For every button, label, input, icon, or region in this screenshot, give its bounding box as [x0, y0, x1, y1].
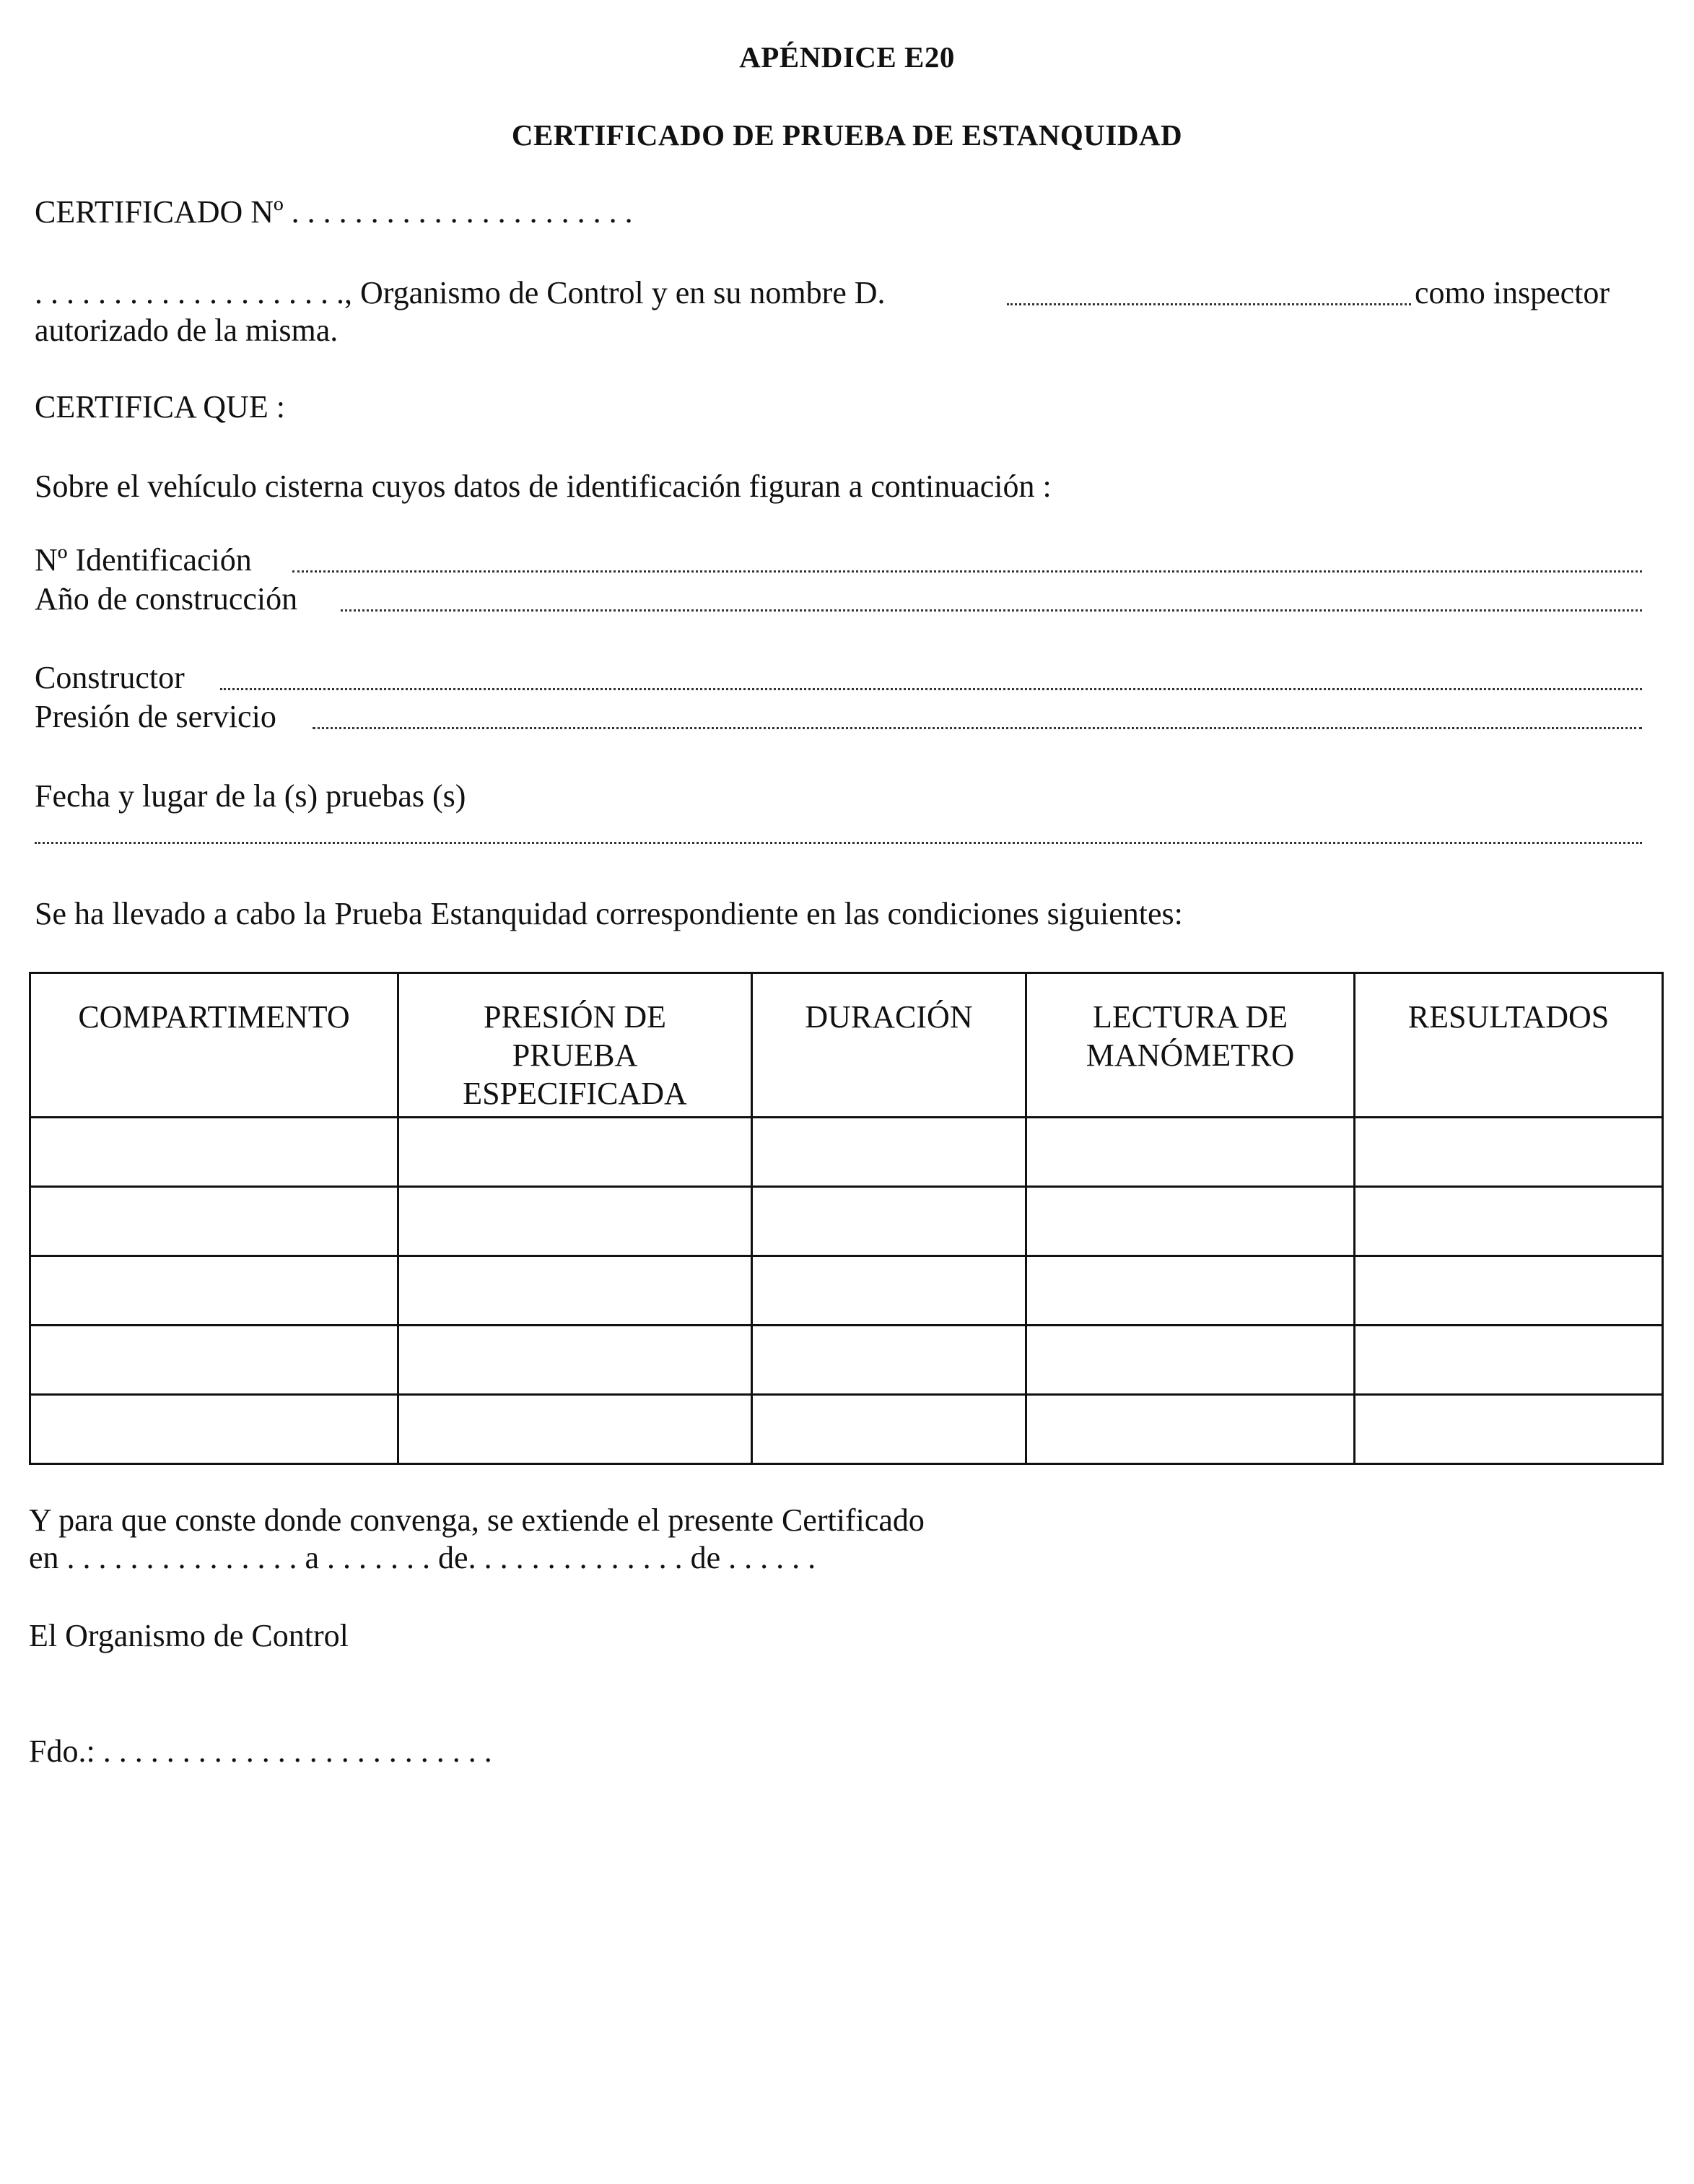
identification-label: Nº Identificación: [35, 542, 252, 578]
table-cell[interactable]: [398, 1395, 752, 1464]
test-date-place-label: Fecha y lugar de la (s) pruebas (s): [35, 778, 466, 814]
table-cell[interactable]: [30, 1256, 398, 1326]
table-cell[interactable]: [1355, 1256, 1663, 1326]
issue-place-date-field[interactable]: en . . . . . . . . . . . . . . . a . . . . . . . de. . . . . . . . . . . . . . de . . . . . .: [29, 1540, 816, 1575]
table-cell[interactable]: [1026, 1187, 1355, 1256]
organism-intro-line2: autorizado de la misma.: [35, 313, 339, 348]
table-cell[interactable]: [1026, 1395, 1355, 1464]
builder-label: Constructor: [35, 660, 185, 695]
table-cell[interactable]: [1026, 1326, 1355, 1395]
table-cell[interactable]: [752, 1326, 1026, 1395]
header-compartment: COMPARTIMENTO: [30, 973, 398, 1118]
table-cell[interactable]: [1026, 1118, 1355, 1187]
year-field[interactable]: [341, 609, 1642, 612]
table-row: [30, 1395, 1663, 1464]
service-pressure-label: Presión de servicio: [35, 699, 276, 734]
table-cell[interactable]: [30, 1118, 398, 1187]
table-cell[interactable]: [752, 1395, 1026, 1464]
table-cell[interactable]: [30, 1326, 398, 1395]
table-cell[interactable]: [752, 1118, 1026, 1187]
organism-intro-text: . . . . . . . . . . . . . . . . . . . ., Organismo de Control y en su nombre D.: [35, 275, 886, 310]
inspector-role-text: como inspector: [1415, 275, 1610, 310]
table-cell[interactable]: [1355, 1395, 1663, 1464]
page-title: CERTIFICADO DE PRUEBA DE ESTANQUIDAD: [511, 118, 1183, 152]
appendix-heading: APÉNDICE E20: [739, 40, 955, 74]
header-duration: DURACIÓN: [752, 973, 1026, 1118]
table-cell[interactable]: [30, 1395, 398, 1464]
certifies-heading: CERTIFICA QUE :: [35, 389, 285, 425]
inspector-name-field[interactable]: [1007, 303, 1411, 305]
header-gauge-reading: LECTURA DE MANÓMETRO: [1026, 973, 1355, 1118]
control-authority-label: El Organismo de Control: [29, 1618, 349, 1653]
table-cell[interactable]: [1026, 1256, 1355, 1326]
test-date-place-field[interactable]: [35, 842, 1642, 844]
table-cell[interactable]: [1355, 1187, 1663, 1256]
table-row: [30, 1187, 1663, 1256]
test-conditions-text: Se ha llevado a cabo la Prueba Estanquidad correspondiente en las condiciones siguientes:: [35, 896, 1183, 931]
service-pressure-field[interactable]: [313, 727, 1642, 729]
table-cell[interactable]: [398, 1256, 752, 1326]
table-row: [30, 1256, 1663, 1326]
vehicle-intro-text: Sobre el vehículo cisterna cuyos datos de identificación figuran a continuación :: [35, 469, 1052, 504]
year-label: Año de construcción: [35, 581, 298, 617]
test-results-table: [29, 972, 1664, 1465]
table-row: [30, 1326, 1663, 1395]
signature-field[interactable]: Fdo.: . . . . . . . . . . . . . . . . . . . . . . . . .: [29, 1733, 492, 1769]
builder-field[interactable]: [220, 688, 1642, 690]
table-row: [30, 1118, 1663, 1187]
closing-statement: Y para que conste donde convenga, se extiende el presente Certificado: [29, 1502, 925, 1538]
table-cell[interactable]: [752, 1256, 1026, 1326]
certificate-number-field[interactable]: CERTIFICADO Nº . . . . . . . . . . . . . . . . . . . . . .: [35, 194, 633, 230]
table-header-row: [30, 973, 1663, 1118]
table-cell[interactable]: [398, 1187, 752, 1256]
header-results: RESULTADOS: [1355, 973, 1663, 1118]
table-cell[interactable]: [1355, 1326, 1663, 1395]
table-cell[interactable]: [398, 1326, 752, 1395]
table-cell[interactable]: [752, 1187, 1026, 1256]
identification-field[interactable]: [292, 570, 1642, 573]
header-test-pressure: PRESIÓN DE PRUEBA ESPECIFICADA: [398, 973, 752, 1118]
table-cell[interactable]: [30, 1187, 398, 1256]
table-cell[interactable]: [398, 1118, 752, 1187]
table-cell[interactable]: [1355, 1118, 1663, 1187]
